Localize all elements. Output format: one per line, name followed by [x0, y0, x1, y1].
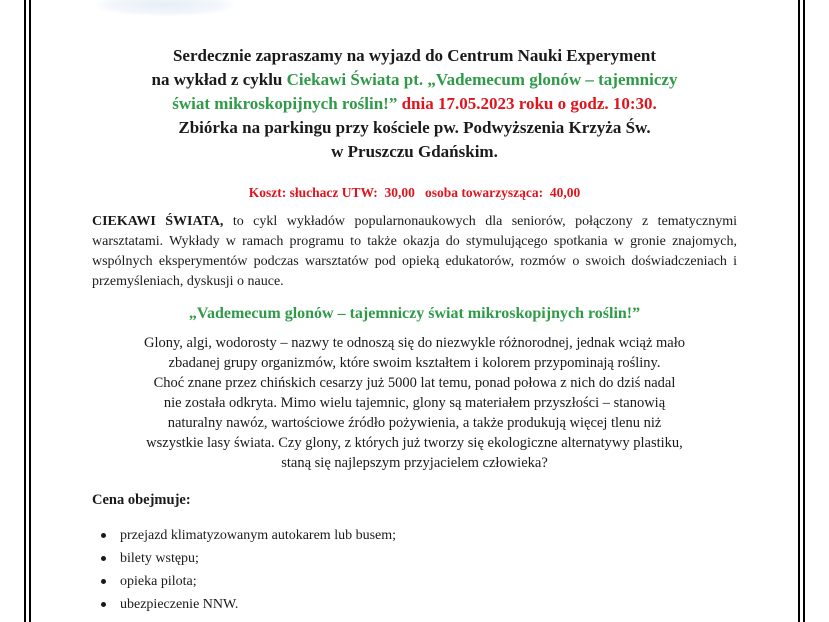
invitation-line-1: Serdecznie zapraszamy na wyjazd do Centrum Nauki Experyment [172, 46, 657, 65]
series-intro-body: to cykl wykładów popularnonaukowych dla seniorów, połączony z tematycznymi warsztatami. Wykłady w ramach programu to także okazja do stymulującego spotkania w gronie znajomych, wspólnych eksperymentów podczas warsztatów pod opieką edukatorów, rozmów o swoich doświadczeniach i przemyśleniach, dyskusji o nauce. [92, 214, 737, 289]
bullet-icon [101, 602, 106, 607]
page-border-left [24, 0, 31, 622]
list-item: opieka pilota; [92, 570, 737, 593]
description-line: staną się najlepszym przyjacielem człowieka? [281, 455, 548, 471]
meeting-point: Zbiórka na parkingu przy kościele pw. Podwyższenia Krzyża Św. [178, 118, 651, 137]
lecture-title: „Vademecum glonów – tajemniczy świat mikroskopijnych roślin!” [188, 305, 641, 322]
series-intro [92, 212, 737, 292]
lecture-description [92, 333, 737, 473]
list-item: bilety wstępu; [92, 547, 737, 570]
bullet-icon [101, 556, 106, 561]
meeting-town: w Pruszczu Gdańskim. [331, 142, 498, 161]
invitation-line-2: na wykład z cyklu Ciekawi Świata pt. „Vademecum glonów – tajemniczy [151, 70, 678, 89]
lecture-title-inline: świat mikroskopijnych roślin!” [172, 94, 398, 113]
description-line: wszystkie lasy świata. Czy glony, z których już tworzy się ekologiczne alternatywy plastiku, [146, 435, 683, 451]
list-item: przejazd klimatyzowanym autokarem lub busem; [92, 524, 737, 547]
invitation-line-3 [92, 92, 737, 116]
list-item: ubezpieczenie NNW. [92, 593, 737, 616]
price-includes-list [92, 524, 737, 616]
bullet-icon [101, 579, 106, 584]
cost-line: Koszt: słuchacz UTW: 30,00 osoba towarzysząca: 40,00 [248, 185, 581, 200]
event-date: dnia 17.05.2023 roku o godz. 10:30. [397, 94, 657, 113]
description-line: Glony, algi, wodorosty – nazwy te odnoszą się do niezwykle różnorodnej, jednak wciąż mało [143, 335, 686, 351]
series-name: Ciekawi Świata pt. „Vademecum glonów – tajemniczy [286, 70, 678, 89]
series-intro-lead: CIEKAWI ŚWIATA, [92, 214, 224, 229]
description-line: nie została odkryta. Mimo wielu tajemnic, glony są materiałem przyszłości – stanowią [163, 395, 666, 411]
header-cloud-image [95, 0, 235, 16]
description-line: zbadanej grupy organizmów, które swoim kształtem i kolorem przypominają rośliny. [168, 355, 661, 371]
bullet-icon [101, 533, 106, 538]
flyer-content [92, 44, 737, 616]
description-line: naturalny nawóz, wartościowe źródło pożywienia, a także produkują więcej tlenu niż [167, 415, 662, 431]
price-heading: Cena obejmuje: [92, 492, 191, 508]
description-line: Choć znane przez chińskich cesarzy już 5000 lat temu, ponad połowa z nich do dziś nadal [153, 375, 676, 391]
invitation-heading [92, 44, 737, 164]
page-border-right [798, 0, 805, 622]
